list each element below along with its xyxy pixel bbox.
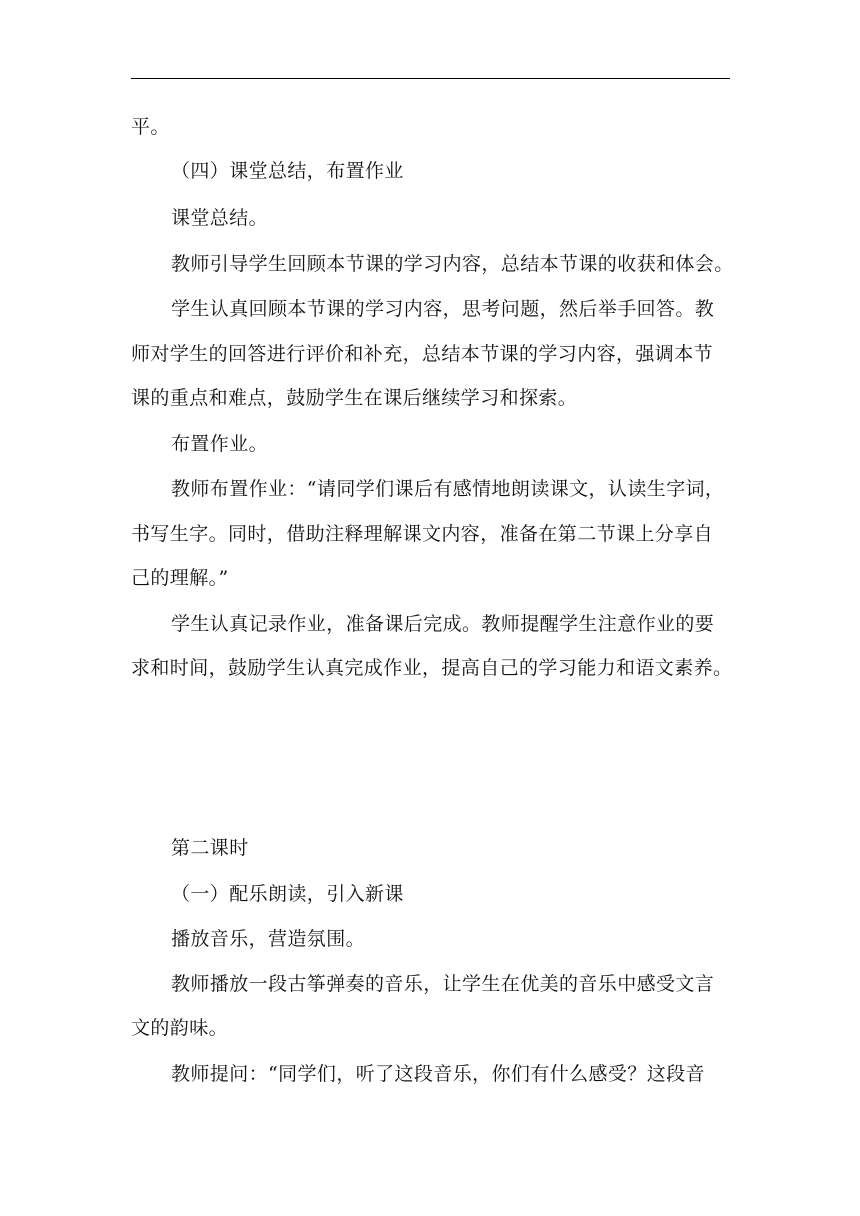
section-heading: （四）课堂总结，布置作业 bbox=[171, 160, 404, 182]
paragraph-line: 求和时间，鼓励学生认真完成作业，提高自己的学习能力和语文素养。 bbox=[131, 657, 733, 679]
paragraph-line: 书写生字。同时，借助注释理解课文内容，准备在第二节课上分享自 bbox=[131, 523, 714, 545]
lesson-heading: 第二课时 bbox=[171, 837, 249, 859]
header-rule bbox=[131, 78, 730, 79]
subheading: 课堂总结。 bbox=[171, 207, 269, 229]
section-heading: （一）配乐朗读，引入新课 bbox=[171, 883, 404, 905]
paragraph-line: 平。 bbox=[131, 116, 170, 138]
subheading: 布置作业。 bbox=[171, 433, 269, 455]
paragraph-line: 学生认真记录作业，准备课后完成。教师提醒学生注意作业的要 bbox=[171, 613, 715, 635]
paragraph-line: 教师提问：“同学们，听了这段音乐，你们有什么感受？这段音 bbox=[171, 1063, 705, 1085]
paragraph-line: 课的重点和难点，鼓励学生在课后继续学习和探索。 bbox=[131, 387, 578, 409]
paragraph-line: 文的韵味。 bbox=[131, 1017, 229, 1039]
paragraph-line: 师对学生的回答进行评价和补充，总结本节课的学习内容，强调本节 bbox=[131, 343, 714, 365]
paragraph-line: 教师布置作业：“请同学们课后有感情地朗读课文，认读生字词， bbox=[171, 478, 725, 500]
paragraph-line: 学生认真回顾本节课的学习内容，思考问题，然后举手回答。教 bbox=[171, 298, 715, 320]
paragraph-line: 教师播放一段古筝弹奏的音乐，让学生在优美的音乐中感受文言 bbox=[171, 973, 715, 995]
subheading: 播放音乐，营造氛围。 bbox=[171, 928, 366, 950]
paragraph-line: 己的理解。” bbox=[131, 567, 229, 589]
paragraph-line: 教师引导学生回顾本节课的学习内容，总结本节课的收获和体会。 bbox=[171, 253, 734, 275]
